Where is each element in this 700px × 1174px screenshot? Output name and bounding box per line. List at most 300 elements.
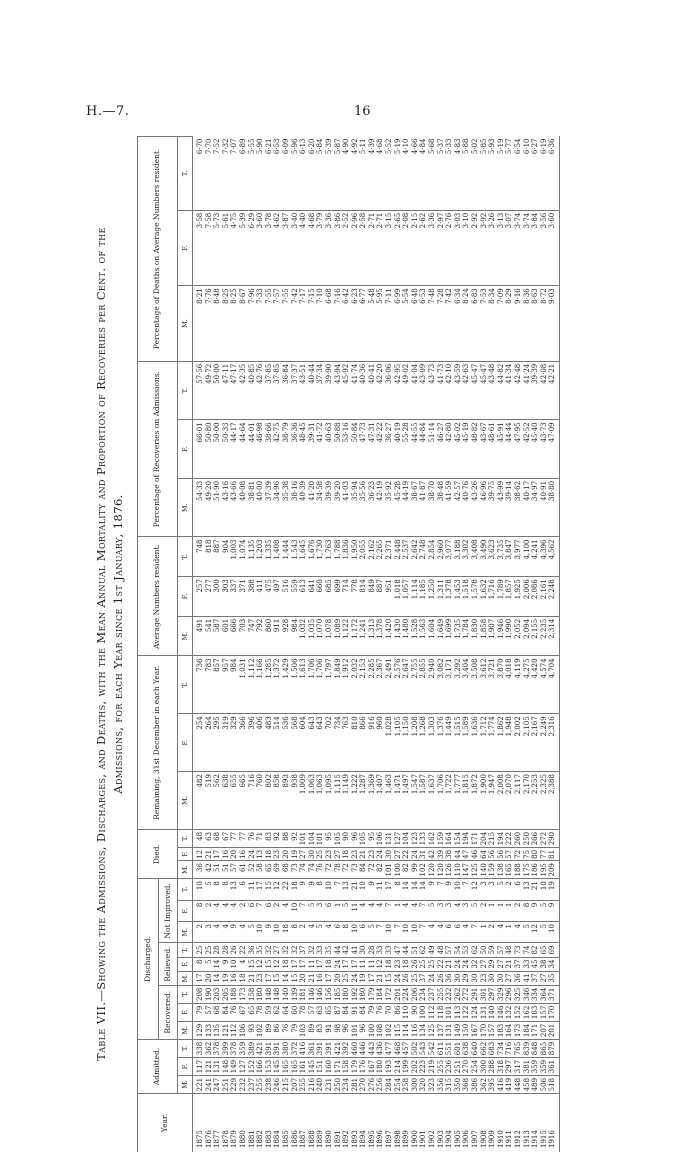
row-value: 110 bbox=[402, 1003, 411, 1021]
row-value: 1,250 bbox=[428, 577, 437, 617]
row-value: 7·07 bbox=[230, 137, 239, 211]
table-row bbox=[282, 137, 291, 1153]
row-value: 258 bbox=[402, 1075, 411, 1093]
row-value: 50 bbox=[480, 943, 489, 957]
row-value: 2·96 bbox=[351, 210, 360, 286]
row-value: 2,940 bbox=[428, 656, 437, 714]
row-value: 543 bbox=[419, 1039, 428, 1057]
row-value: 6·21 bbox=[265, 137, 274, 211]
row-value: 12 bbox=[376, 957, 385, 971]
row-value: 22 bbox=[402, 847, 411, 860]
row-value: 57 bbox=[205, 1003, 214, 1021]
row-value: 6·53 bbox=[419, 286, 428, 362]
col-not-improved: Not Improved. bbox=[159, 879, 178, 943]
row-value: 27 bbox=[394, 847, 403, 860]
row-value: 1,730 bbox=[316, 537, 325, 577]
row-value: 33 bbox=[385, 943, 394, 957]
row-year: 1890 bbox=[324, 1130, 333, 1148]
row-value: 1,149 bbox=[342, 772, 351, 830]
row-value: 18 bbox=[291, 879, 300, 900]
row-value: 300 bbox=[480, 1057, 489, 1075]
row-value: 131 bbox=[213, 1057, 222, 1075]
row-value: 736 bbox=[193, 656, 205, 714]
row-value: 151 bbox=[316, 1057, 325, 1075]
subheader-t: T. bbox=[178, 829, 193, 847]
row-value: 73 bbox=[351, 861, 360, 879]
row-value: 1,135 bbox=[248, 537, 257, 577]
row-value: 1,009 bbox=[299, 772, 308, 830]
table-row bbox=[291, 137, 300, 1153]
row-value: 4·62 bbox=[273, 210, 282, 286]
row-value: 43·66 bbox=[230, 478, 239, 537]
row-value: 446 bbox=[359, 1039, 368, 1057]
row-value: 105 bbox=[334, 829, 343, 847]
row-value: 8 bbox=[316, 879, 325, 900]
page-number: 16 bbox=[354, 104, 371, 119]
row-value: 281 bbox=[351, 1075, 360, 1093]
row-value: 2,070 bbox=[505, 772, 514, 830]
row-value: 36·23 bbox=[368, 478, 377, 537]
row-value: 78 bbox=[334, 861, 343, 879]
row-value: 23 bbox=[273, 847, 282, 860]
row-value: 1,003 bbox=[230, 537, 239, 577]
row-value: 38·66 bbox=[265, 420, 274, 479]
row-value: 72 bbox=[368, 861, 377, 879]
row-value: 159 bbox=[437, 829, 446, 847]
row-value: 879 bbox=[548, 1039, 559, 1057]
row-value: 87 bbox=[334, 1003, 343, 1021]
row-value: 928 bbox=[282, 616, 291, 656]
row-value: 179 bbox=[351, 1057, 360, 1075]
row-value: 36 bbox=[514, 971, 523, 985]
row-value: 295 bbox=[213, 714, 222, 772]
row-value: 40·41 bbox=[368, 361, 377, 420]
row-value: 9 bbox=[299, 879, 308, 900]
row-value: 904 bbox=[222, 537, 231, 577]
row-value: 160 bbox=[325, 1057, 334, 1075]
row-value: 23 bbox=[368, 847, 377, 860]
row-value: 51 bbox=[222, 861, 231, 879]
row-value: 120 bbox=[437, 861, 446, 879]
row-value: 502 bbox=[411, 1039, 420, 1057]
row-value: 1,063 bbox=[308, 772, 317, 830]
row-value: 23 bbox=[394, 957, 403, 971]
row-value: 25 bbox=[316, 847, 325, 860]
row-value: 193 bbox=[385, 1057, 394, 1075]
row-value: 36·06 bbox=[385, 361, 394, 420]
subheader-t: T. bbox=[178, 361, 193, 420]
row-value: 5 bbox=[316, 922, 325, 943]
row-value: 2 bbox=[239, 900, 248, 921]
row-year: 1915 bbox=[539, 1130, 548, 1148]
row-value: 4 bbox=[359, 900, 368, 921]
row-value: 84 bbox=[342, 1003, 351, 1021]
row-value: 215 bbox=[282, 1075, 291, 1093]
row-value: 65 bbox=[325, 1003, 334, 1021]
row-year: 1891 bbox=[333, 1130, 342, 1148]
row-value: 7 bbox=[334, 879, 343, 900]
row-value: 5 bbox=[471, 900, 480, 921]
row-value: 1,078 bbox=[325, 616, 334, 656]
row-value: 391 bbox=[265, 1039, 274, 1057]
row-value: 13 bbox=[342, 879, 351, 900]
row-value: 436 bbox=[376, 1039, 385, 1057]
subheader-m: M. bbox=[178, 861, 193, 879]
row-value: 1,335 bbox=[265, 537, 274, 577]
row-value: 1,313 bbox=[368, 616, 377, 656]
row-value: 44·84 bbox=[419, 420, 428, 479]
row-value: 1,815 bbox=[462, 772, 471, 830]
row-value: 1,112 bbox=[248, 656, 257, 714]
table-row bbox=[265, 137, 274, 1153]
row-value: 25 bbox=[419, 957, 428, 971]
row-value: 3·56 bbox=[540, 210, 549, 286]
row-value: 50·33 bbox=[222, 420, 231, 479]
row-value: 2,642 bbox=[411, 537, 420, 577]
col-admitted: Admitted. bbox=[138, 1039, 178, 1093]
row-year: 1906 bbox=[462, 1130, 471, 1148]
row-value: 1,185 bbox=[419, 577, 428, 617]
row-value: 95 bbox=[368, 829, 377, 847]
row-value: 140 bbox=[282, 985, 291, 1003]
row-value: 262 bbox=[454, 985, 463, 1003]
row-value: 7·58 bbox=[205, 210, 214, 286]
row-value: 35·92 bbox=[385, 478, 394, 537]
row-value: 364 bbox=[540, 985, 549, 1003]
row-value: 237 bbox=[428, 985, 437, 1003]
row-value: 1,706 bbox=[316, 656, 325, 714]
row-value: 26 bbox=[230, 943, 239, 957]
row-value: 4,420 bbox=[531, 656, 540, 714]
subheader-f: F. bbox=[178, 577, 193, 617]
row-value: 55·28 bbox=[402, 420, 411, 479]
row-value: 3·58 bbox=[193, 210, 205, 286]
row-value: 26 bbox=[411, 957, 420, 971]
row-value: 1,471 bbox=[394, 772, 403, 830]
row-value: 411 bbox=[256, 577, 265, 617]
row-value: 77 bbox=[230, 829, 239, 847]
row-value: 1,172 bbox=[351, 616, 360, 656]
row-value: 810 bbox=[351, 714, 360, 772]
row-value: 165 bbox=[282, 1057, 291, 1075]
row-value: 56 bbox=[497, 847, 506, 860]
col-discharged: Discharged. bbox=[138, 879, 159, 1040]
row-value: 229 bbox=[230, 1075, 239, 1093]
row-value: 148 bbox=[273, 985, 282, 1003]
row-value: 90 bbox=[411, 1003, 420, 1021]
row-value: 125 bbox=[428, 1021, 437, 1039]
row-value: 43·16 bbox=[222, 478, 231, 537]
row-value: 1,716 bbox=[488, 577, 497, 617]
row-value: 9 bbox=[428, 879, 437, 900]
row-value: 4,396 bbox=[540, 537, 549, 577]
row-value: 164 bbox=[505, 1021, 514, 1039]
row-value: 57 bbox=[505, 847, 514, 860]
row-value: 1,858 bbox=[480, 616, 489, 656]
row-value: 206 bbox=[411, 985, 420, 1003]
row-value: 76 bbox=[248, 829, 257, 847]
row-value: 46·98 bbox=[256, 420, 265, 479]
row-year: 1881 bbox=[247, 1130, 256, 1148]
row-value: 41·04 bbox=[411, 361, 420, 420]
row-value: 5·48 bbox=[368, 286, 377, 362]
row-value: 73 bbox=[514, 943, 523, 957]
row-value: 4 bbox=[402, 900, 411, 921]
row-value: 18 bbox=[282, 922, 291, 943]
row-value: 156 bbox=[325, 985, 334, 1003]
row-value: 44·17 bbox=[230, 420, 239, 479]
row-value: 15 bbox=[265, 879, 274, 900]
row-value: 21 bbox=[308, 971, 317, 985]
row-value: 911 bbox=[273, 616, 282, 656]
row-value: 254 bbox=[394, 1075, 403, 1093]
row-value: 110 bbox=[454, 861, 463, 879]
row-value: 92 bbox=[291, 829, 300, 847]
row-value: 3,847 bbox=[505, 537, 514, 577]
table-row bbox=[488, 137, 497, 1153]
row-value: 51·14 bbox=[428, 420, 437, 479]
row-value: 4·39 bbox=[368, 137, 377, 211]
row-value: 541 bbox=[205, 616, 214, 656]
subheader-m: M. bbox=[178, 478, 193, 537]
row-value: 13 bbox=[256, 847, 265, 860]
row-value: 792 bbox=[256, 616, 265, 656]
table-title-lead: Table VII.— bbox=[94, 989, 108, 1061]
row-value: 6·42 bbox=[342, 286, 351, 362]
row-value: 147 bbox=[462, 861, 471, 879]
row-value: 3,612 bbox=[480, 656, 489, 714]
table-row bbox=[308, 137, 317, 1153]
row-value: 7·55 bbox=[282, 286, 291, 362]
sex-subheader-row bbox=[178, 137, 193, 1153]
row-value: 7·28 bbox=[437, 286, 446, 362]
row-value: 1,429 bbox=[282, 656, 291, 714]
row-value: 10 bbox=[351, 922, 360, 943]
row-value: 1,028 bbox=[385, 714, 394, 772]
row-value: 665 bbox=[239, 772, 248, 830]
row-value: 209 bbox=[548, 861, 559, 879]
row-value: 9 bbox=[230, 922, 239, 943]
row-value: 4 bbox=[213, 900, 222, 921]
row-value: 1,115 bbox=[334, 772, 343, 830]
row-value: 14 bbox=[419, 879, 428, 900]
row-value: 2 bbox=[505, 879, 514, 900]
row-value: 3,082 bbox=[437, 656, 446, 714]
row-value: 84 bbox=[359, 861, 368, 879]
row-value: 21 bbox=[505, 957, 514, 971]
row-value: 62 bbox=[273, 1003, 282, 1021]
row-value: 49 bbox=[428, 943, 437, 957]
row-value: 7 bbox=[471, 922, 480, 943]
row-value: 23 bbox=[480, 971, 489, 985]
row-value: 122 bbox=[462, 1003, 471, 1021]
row-value: 5 bbox=[540, 900, 549, 921]
table-row bbox=[505, 137, 514, 1153]
row-value: 893 bbox=[282, 772, 291, 830]
row-year: 1899 bbox=[402, 1130, 411, 1148]
table-row bbox=[256, 137, 265, 1153]
row-value: 391 bbox=[273, 1039, 282, 1057]
row-value: 18 bbox=[385, 957, 394, 971]
row-value: 43·26 bbox=[471, 478, 480, 537]
row-value: 11 bbox=[308, 957, 317, 971]
row-year: 1898 bbox=[393, 1130, 402, 1148]
row-value: 113 bbox=[454, 1003, 463, 1021]
row-value: 48 bbox=[437, 943, 446, 957]
row-value: 3·78 bbox=[265, 210, 274, 286]
row-value: 8 bbox=[213, 879, 222, 900]
row-value: 10 bbox=[402, 922, 411, 943]
row-value: 24 bbox=[376, 847, 385, 860]
row-value: 82 bbox=[376, 861, 385, 879]
row-value: 3·74 bbox=[523, 210, 532, 286]
row-value: 1,528 bbox=[411, 616, 420, 656]
row-value: 7·11 bbox=[385, 286, 394, 362]
row-value: 179 bbox=[368, 985, 377, 1003]
row-value: 101 bbox=[351, 1021, 360, 1039]
row-value: 5 bbox=[540, 922, 549, 943]
row-value: 203 bbox=[213, 985, 222, 1003]
row-value: 9·03 bbox=[548, 286, 559, 362]
subheader-m: M. bbox=[178, 971, 193, 985]
row-value: 162 bbox=[428, 829, 437, 847]
row-value: 42·76 bbox=[256, 361, 265, 420]
subheader-m: M. bbox=[178, 1075, 193, 1093]
row-value: 7 bbox=[394, 922, 403, 943]
row-value: 50·80 bbox=[205, 420, 214, 479]
row-value: 3 bbox=[437, 900, 446, 921]
row-value: 17 bbox=[325, 971, 334, 985]
row-value: 40·44 bbox=[308, 361, 317, 420]
row-value: 4·75 bbox=[230, 210, 239, 286]
row-value: 297 bbox=[505, 1057, 514, 1075]
row-value: 53·16 bbox=[342, 420, 351, 479]
row-value: 76 bbox=[282, 1021, 291, 1039]
row-value: 2,537 bbox=[402, 537, 411, 577]
row-value: 190 bbox=[205, 985, 214, 1003]
row-value: 7·76 bbox=[205, 286, 214, 362]
row-value: 78 bbox=[256, 1003, 265, 1021]
row-value: 30 bbox=[308, 847, 317, 860]
row-value: 43·09 bbox=[419, 361, 428, 420]
row-value: 13 bbox=[523, 879, 532, 900]
row-value: 201 bbox=[548, 1021, 559, 1039]
row-value: 1,836 bbox=[342, 537, 351, 577]
row-value: 48·82 bbox=[471, 420, 480, 479]
row-value: 102 bbox=[256, 1021, 265, 1039]
row-value: 167 bbox=[471, 1021, 480, 1039]
table-row bbox=[394, 137, 403, 1153]
row-value: 54 bbox=[454, 943, 463, 957]
row-value: 8·25 bbox=[222, 286, 231, 362]
row-value: 42·75 bbox=[273, 420, 282, 479]
row-year: 1888 bbox=[307, 1130, 316, 1148]
row-value: 284 bbox=[385, 1075, 394, 1093]
row-value: 24 bbox=[351, 971, 360, 985]
row-value: 215 bbox=[488, 829, 497, 847]
row-value: 1,166 bbox=[256, 656, 265, 714]
row-value: 9 bbox=[265, 922, 274, 943]
row-value: 416 bbox=[497, 1075, 506, 1093]
row-value: 381 bbox=[523, 1057, 532, 1075]
row-value: 38 bbox=[445, 847, 454, 860]
row-value: 9 bbox=[445, 879, 454, 900]
row-year: 1880 bbox=[238, 1130, 247, 1148]
row-value: 604 bbox=[299, 714, 308, 772]
row-year: 1907 bbox=[471, 1130, 479, 1148]
row-value: 516 bbox=[282, 577, 291, 617]
row-value: 47 bbox=[394, 943, 403, 957]
row-value: 100 bbox=[419, 1003, 428, 1021]
row-value: 6 bbox=[454, 922, 463, 943]
row-value: 42·57 bbox=[454, 478, 463, 537]
table-title-line1: Showing the Admissions, Discharges, and Deaths, with the Mean Annual Mortality and Proportion of Recoveries per Cent. of the bbox=[94, 227, 108, 990]
row-value: 4 bbox=[222, 922, 231, 943]
row-value: 250 bbox=[334, 1075, 343, 1093]
row-value: 18 bbox=[282, 957, 291, 971]
row-value: 47·73 bbox=[359, 420, 368, 479]
row-value: 48·45 bbox=[299, 420, 308, 479]
subheader-f: F. bbox=[178, 847, 193, 860]
row-value: 2,105 bbox=[523, 714, 532, 772]
row-value: 6 bbox=[239, 879, 248, 900]
row-value: 984 bbox=[230, 656, 239, 714]
row-value: 361 bbox=[548, 1057, 559, 1075]
row-value: 5 bbox=[308, 900, 317, 921]
row-value: 7·57 bbox=[273, 286, 282, 362]
row-year: 1884 bbox=[273, 1130, 282, 1148]
subheader-t: T. bbox=[178, 137, 193, 211]
row-value: 175 bbox=[523, 861, 532, 879]
table-row bbox=[351, 137, 360, 1153]
row-value: 51 bbox=[213, 861, 222, 879]
row-value: 80 bbox=[531, 847, 540, 860]
row-value: 42·48 bbox=[514, 361, 523, 420]
row-value: 1,449 bbox=[445, 714, 454, 772]
row-value: 207 bbox=[291, 1075, 300, 1093]
row-value: 2·62 bbox=[419, 210, 428, 286]
row-value: 272 bbox=[540, 829, 549, 847]
row-value: 2,167 bbox=[531, 714, 540, 772]
row-value: 643 bbox=[308, 714, 317, 772]
row-value: 748 bbox=[193, 537, 205, 577]
table-row bbox=[514, 137, 523, 1153]
row-value: 11 bbox=[351, 900, 360, 921]
row-value: 15 bbox=[248, 957, 257, 971]
col-average-resident: Average Numbers resident. bbox=[138, 537, 178, 656]
row-value: 3,171 bbox=[445, 656, 454, 714]
row-value: 24 bbox=[248, 847, 257, 860]
row-value: 916 bbox=[368, 714, 377, 772]
row-value: 33 bbox=[376, 943, 385, 957]
table-row bbox=[193, 137, 205, 1153]
row-value: 21 bbox=[248, 971, 257, 985]
row-value: 7·42 bbox=[291, 286, 300, 362]
row-value: 3,870 bbox=[497, 656, 506, 714]
row-value: 38·70 bbox=[428, 478, 437, 537]
row-value: 41·24 bbox=[523, 361, 532, 420]
row-value: 42·10 bbox=[445, 361, 454, 420]
row-value: 129 bbox=[193, 1021, 205, 1039]
row-value: 42·35 bbox=[239, 361, 248, 420]
row-value: 234 bbox=[419, 985, 428, 1003]
row-value: 12 bbox=[256, 957, 265, 971]
row-value: 138 bbox=[497, 861, 506, 879]
table-row bbox=[359, 137, 368, 1153]
row-value: 41·34 bbox=[505, 361, 514, 420]
row-value: 1,637 bbox=[428, 772, 437, 830]
row-value: 702 bbox=[325, 714, 334, 772]
